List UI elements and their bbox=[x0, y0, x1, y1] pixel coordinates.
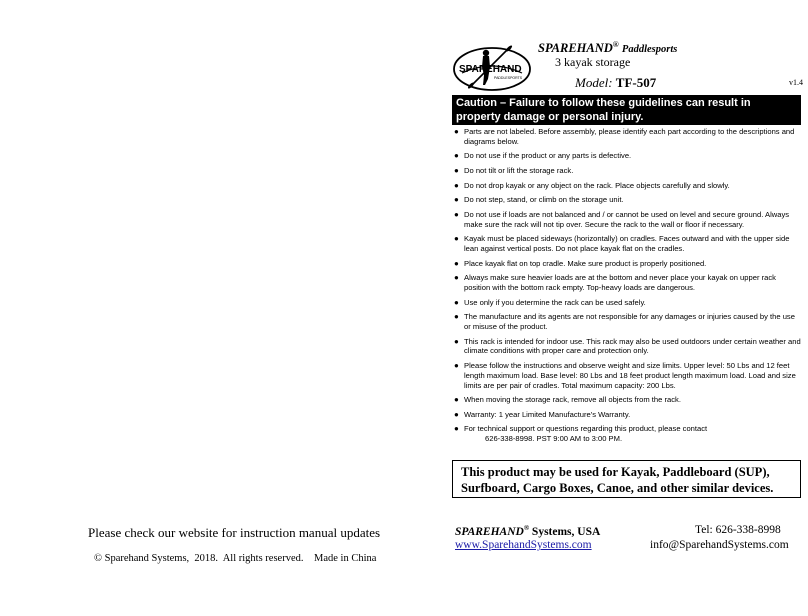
list-item: ● Kayak must be placed sideways (horizontally) on cradles. Faces outward and with the upper side lean against vertical posts. Do not place kayak flat on the cradles. bbox=[454, 234, 790, 253]
telephone: Tel: 626-338-8998 bbox=[695, 524, 781, 536]
website-link[interactable]: www.SparehandSystems.com bbox=[455, 539, 592, 551]
list-item: ● Do not tilt or lift the storage rack. bbox=[454, 165, 574, 175]
list-item: ● Please follow the instructions and observe weight and size limits. Upper level: 50 Lbs and 12 feet length maximum load. Base level: 80 Lbs and 18 feet product length maximum load. Load and size limits are per pair of cradles. Total maximum capacity: 200 Lbs. bbox=[454, 360, 796, 390]
company-brand: SPAREHAND bbox=[455, 525, 524, 538]
bullet-icon: ● bbox=[454, 180, 459, 190]
bullet-icon: ● bbox=[454, 424, 459, 434]
bullet-icon: ● bbox=[454, 127, 459, 136]
product-subtitle: 3 kayak storage bbox=[555, 55, 631, 69]
list-item: ● The manufacture and its agents are not responsible for any damages or injuries caused by the use or misuse of the product. bbox=[454, 312, 795, 331]
brand-name: SPAREHAND bbox=[538, 41, 613, 56]
email-address[interactable]: info@SparehandSystems.com bbox=[650, 539, 789, 551]
list-item: ● When moving the storage rack, remove all objects from the rack. bbox=[454, 395, 681, 405]
caution-banner: Caution – Failure to follow these guidelines can result in property damage or personal injury. bbox=[452, 95, 801, 125]
model-number: TF-507 bbox=[615, 75, 657, 90]
list-item: ● Do not use if the product or any parts is defective. bbox=[454, 151, 632, 161]
list-item: ● Parts are not labeled. Before assembly, please identify each part according to the descriptions and diagrams below. bbox=[454, 127, 795, 146]
company-name bbox=[455, 524, 600, 538]
list-item: ● This rack is intended for indoor use. This rack may also be used outdoors under certain weather and climate conditions with proper care and protection only. bbox=[454, 336, 801, 356]
bullet-icon: ● bbox=[454, 234, 459, 244]
bullet-icon: ● bbox=[454, 195, 459, 205]
list-item: ● For technical support or questions regarding this product, please contact 626-338-8998. PST 9:00 AM to 3:00 PM. bbox=[452, 424, 801, 444]
bullet-icon: ● bbox=[454, 273, 459, 283]
safety-guidelines-list bbox=[452, 127, 801, 449]
version-label: v1.4 bbox=[789, 78, 803, 87]
bullet-icon: ● bbox=[454, 336, 459, 346]
bullet-icon: ● bbox=[454, 209, 459, 219]
list-item: ● Do not use if loads are not balanced and / or cannot be used on level and secure ground. Always make sure the rack will not tip over. Secure the rack to the wall or floor if necessary. bbox=[454, 209, 790, 229]
list-item: ● Do not step, stand, or climb on the storage unit. bbox=[454, 195, 624, 205]
bullet-icon: ● bbox=[454, 312, 459, 322]
list-item: ● Do not drop kayak or any object on the rack. Place objects carefully and slowly. bbox=[454, 180, 730, 190]
support-phone-hours: 626-338-8998. PST 9:00 AM to 3:00 PM. bbox=[485, 434, 623, 444]
model-line bbox=[575, 75, 656, 91]
company-registered-mark: ® bbox=[523, 524, 530, 532]
list-item: ● Use only if you determine the rack can be used safely. bbox=[454, 297, 646, 307]
logo-text: SPAREHAND bbox=[459, 64, 522, 75]
bullet-icon: ● bbox=[454, 297, 459, 307]
bullet-icon: ● bbox=[454, 258, 459, 268]
logo-subtext: PADDLESPORTS bbox=[494, 76, 523, 80]
bullet-icon: ● bbox=[454, 395, 459, 405]
bullet-icon: ● bbox=[454, 151, 459, 161]
registered-mark: ® bbox=[612, 40, 619, 49]
list-item: ● Warranty: 1 year Limited Manufacture's Warranty. bbox=[454, 409, 631, 419]
copyright-notice: © Sparehand Systems, 2018. All rights reserved. Made in China bbox=[94, 553, 377, 564]
company-suffix: Systems, USA bbox=[529, 525, 601, 538]
bullet-icon: ● bbox=[454, 360, 459, 370]
brand-suffix: Paddlesports bbox=[621, 44, 678, 56]
brand-title bbox=[538, 40, 677, 56]
bullet-icon: ● bbox=[454, 165, 459, 175]
sparehand-logo bbox=[452, 45, 532, 93]
list-item: ● Place kayak flat on top cradle. Make sure product is properly positioned. bbox=[454, 258, 707, 268]
list-item: ● Always make sure heavier loads are at the bottom and never place your kayak on upper rack position with the bottom rack empty. Top-heavy loads are dangerous. bbox=[454, 273, 776, 292]
usage-notice-box: This product may be used for Kayak, Paddleboard (SUP), Surfboard, Cargo Boxes, Canoe, and other similar devices. bbox=[452, 460, 801, 498]
website-update-note: Please check our website for instruction manual updates bbox=[88, 525, 381, 540]
model-label: Model: bbox=[575, 75, 613, 90]
bullet-icon: ● bbox=[454, 409, 459, 419]
